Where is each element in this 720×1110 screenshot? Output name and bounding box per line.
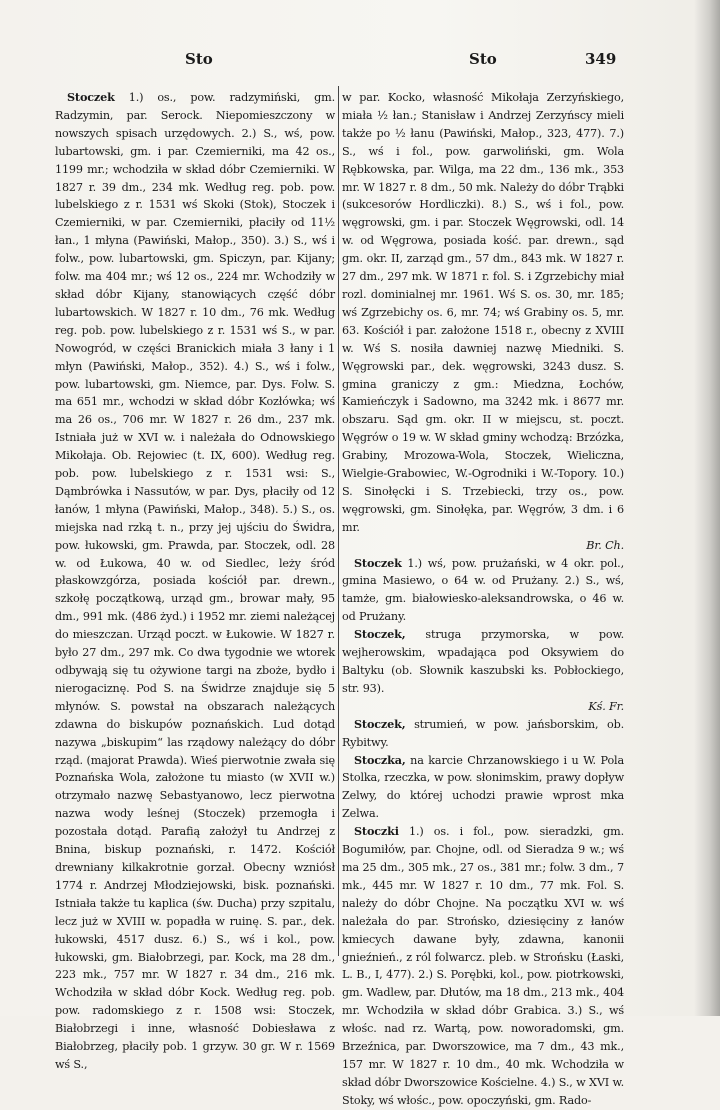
entry-text: struga przymorska, w pow. wejherowskim, wpadająca pod Oksywiem do Baltyku (ob. Słownik kaszubski ks. Pobłockiego, str. 93). <box>342 628 624 695</box>
right-column <box>342 89 624 1110</box>
entry-text: 1.) os., pow. radzymiński, gm. Radzymin, par. Serock. Niepomieszczony w nowszych spisach urzędowych. 2.) S., wś, pow. lubartowski, gm. i par. Czemierniki, ma 42 os., 1199 mr.; wchodziła w skład dóbr Czemierniki. W 1827 r. 39 dm., 234 mk. Według reg. pob. pow. lubelskiego z r. 1531 wś Skoki (Stok), Stoczek i Czemierniki, w par. Czemierniki, płaciły od 11½ łan., 1 młyna (Pawiński, Małop., 350). 3.) S., wś i folw., pow. lubartowski, gm. Spiczyn, par. Kijany; folw. ma 404 mr.; wś 12 os., 224 mr. Wchodziły w skład dóbr Kijany, stanowiących część dóbr lubartowskich. W 1827 r. 10 dm., 76 mk. Według reg. pob. pow. lubelskiego z r. 1531 wś S., w par. Nowogród, w części Branickich miała 3 łany i 1 młyn (Pawiński, Małop., 352). 4.) S., wś i folw., pow. lubartowski, gm. Niemce, par. Dys. Folw. S. ma 651 mr., wchodzi w skład dóbr Kozłówka; wś ma 26 os., 706 mr. W 1827 r. 26 dm., 237 mk. Istniała już w XVI w. i należała do Odnowskiego Mikołaja. Ob. Rejowiec (t. IX, 600). Według reg. pob. pow. lubelskiego z r. 1531 wsi: S., Dąmbrówka i Nassutów, w par. Dys, płaciły od 12 łanów, 1 młyna (Pawiński, Małop., 348). 5.) S., os. miejska nad rzką t. n., przy jej ujściu do Świdra, pow. łukowski, gm. Prawda, par. Stoczek, odl. 28 w. od Łukowa, 40 w. od Siedlec, leży śród płaskowzgórza, posiada kościół par. drewn., szkołę początkową, urząd gm., browar mały, 95 dm., 991 mk. (486 żyd.) i 1952 mr. ziemi należącej do mieszczan. Urząd poczt. w Łukowie. W 1827 r. było 27 dm., 297 mk. Co dwa tygodnie we wtorek odbywają się tu ożywione targi na zboże, bydło i nierogaciznę. Pod S. na Świdrze znajduje się 5 młynów. S. powstał na obszarach należących zdawna do biskupów poznańskich. Lud dotąd nazywa „biskupim“ las rządowy należący do dóbr rząd. (majorat Prawda). Wieś pierwotnie zwała się Poznańska Wola, założone tu miasto (w XVII w.) otrzymało nazwę Sebastyanowo, lecz pierwotna nazwa wody leśnej (Stoczek) przemogła i pozostała dotąd. Parafią założył tu Andrzej z Bnina, biskup poznański, r. 1472. Kościół drewniany kilkakrotnie gorzał. Obecny wzniósł 1774 r. Andrzej Młodziejowski, bisk. poznański. Istniała także tu kaplica (św. Ducha) przy szpitalu, lecz już w XVIII w. popadła w ruinę. S. par., dek. łukowski, 4517 dusz. 6.) S., wś i kol., pow. łukowski, gm. Białobrzegi, par. Kock, ma 28 dm., 223 mk., 757 mr. W 1827 r. 34 dm., 216 mk. Wchodziła w skład dóbr Kock. Według reg. pob. pow. radomskiego z r. 1508 wsi: Stoczek, Białobrzegi i inne, własność Dobiesława z Białobrzeg, płaciły pob. 1 grzyw. 30 gr. W r. 1569 wś S., <box>55 91 335 1071</box>
header-left-title: Sto <box>185 50 213 68</box>
entry-text: w par. Kocko, własność Mikołaja Zerzyńskiego, miała ½ łan.; Stanisław i Andrzej Zerzyńscy mieli także po ½ łanu (Pawiński, Małop., 323, 477). 7.) S., wś i fol., pow. garwoliński, gm. Wola Rębkowska, par. Wilga, ma 22 dm., 136 mk., 353 mr. W 1827 r. 8 dm., 50 mk. Należy do dóbr Trąbki (sukcesorów Hordliczki). 8.) S., wś i fol., pow. węgrowski, gm. i par. Stoczek Węgrowski, odl. 14 w. od Węgrowa, posiada kość. par. drewn., sąd gm. okr. II, zarząd gm., 57 dm., 843 mk. W 1827 r. 27 dm., 297 mk. W 1871 r. fol. S. i Zgrzebichy miał rozl. dominialnej mr. 1961. Wś S. os. 30, mr. 185; wś Zgrzebichy os. 6, mr. 74; wś Grabiny os. 5, mr. 63. Kościół i par. założone 1518 r., obecny z XVIII w. Wś S. nosiła dawniej nazwę Miedniki. S. Węgrowski par., dek. węgrowski, 3243 dusz. S. gmina graniczy z gm.: Miedzna, Łochów, Kamieńczyk i Sadowno, ma 3242 mk. i 8677 mr. obszaru. Sąd gm. okr. II w miejscu, st. poczt. Węgrów o 19 w. W skład gminy wchodzą: Brzózka, Grabiny, Mrozowa-Wola, Stoczek, Wieliczna, Wielgie-Grabowiec, W.-Ogrodniki i W.-Topory. 10.) S. Sinołęcki i S. Trzebiecki, trzy os., pow. węgrowski, gm. Sinołęka, par. Węgrów, 3 dm. i 6 mr. <box>342 91 624 534</box>
header-right-title: Sto <box>469 50 497 68</box>
entry <box>342 716 624 752</box>
entry-headword: Stoczek, <box>354 716 406 731</box>
entry-headword: Stoczek, <box>354 627 406 642</box>
entry <box>342 823 624 1110</box>
entry-text: na karcie Chrzanowskiego i u W. Pola Stolka, rzeczka, w pow. słonimskim, prawy dopływ Zelwy, do której uchodzi prawie wprost mka Zelwa. <box>342 753 624 821</box>
left-column <box>55 89 335 1074</box>
entry <box>342 752 624 824</box>
entry <box>342 89 624 555</box>
entry-text: strumień, w pow. jańsborskim, ob. Rybitwy. <box>342 717 624 749</box>
entry-signature: Br. Ch. <box>586 538 624 552</box>
entry-headword: Stoczek <box>67 90 115 104</box>
entry <box>55 89 335 1074</box>
entry <box>342 626 624 716</box>
entry-text: 1.) os. i fol., pow. sieradzki, gm. Bogumiłów, par. Chojne, odl. od Sieradza 9 w.; wś ma 25 dm., 305 mk., 27 os., 381 mr.; folw. 3 dm., 7 mk., 445 mr. W 1827 r. 10 dm., 77 mk. Fol. S. należy do dóbr Chojne. Na początku XVI w. wś należała do par. Strońsko, dziesięciny z łanów kmiecych dawane były, zdawna, kanonii gnieźnień., z ról folwarcz. pleb. w Strońsku (Łaski, L. B., I, 477). 2.) S. Porębki, kol., pow. piotrkowski, gm. Wadlew, par. Dłutów, ma 18 dm., 213 mk., 404 mr. Wchodziła w skład dóbr Grabica. 3.) S., wś włośc. nad rz. Wartą, pow. noworadomski, gm. Brzeźnica, par. Dworszowice, ma 7 dm., 43 mk., 157 mr. W 1827 r. 10 dm., 40 mk. Wchodziła w skład dóbr Dworszowice Kościelne. 4.) S., w XVI w. Stoky, wś włośc., pow. opoczyński, gm. Rado- <box>342 825 624 1107</box>
page-number: 349 <box>585 50 617 68</box>
entry-text: 1.) wś, pow. prużański, w 4 okr. pol., gmina Masiewo, o 64 w. od Prużany. 2.) S., wś, tamże, gm. białowiesko-aleksandrowska, o 46 w. od Prużany. <box>342 556 624 624</box>
entry <box>342 555 624 627</box>
entry-headword: Stoczka, <box>354 752 406 767</box>
entry-signature: Kś. Fr. <box>588 699 624 713</box>
page-spine-shadow <box>694 0 720 1016</box>
column-divider <box>338 86 339 956</box>
entry-headword: Stoczek <box>354 555 402 570</box>
entry-headword: Stoczki <box>354 824 399 839</box>
running-header <box>0 50 720 74</box>
